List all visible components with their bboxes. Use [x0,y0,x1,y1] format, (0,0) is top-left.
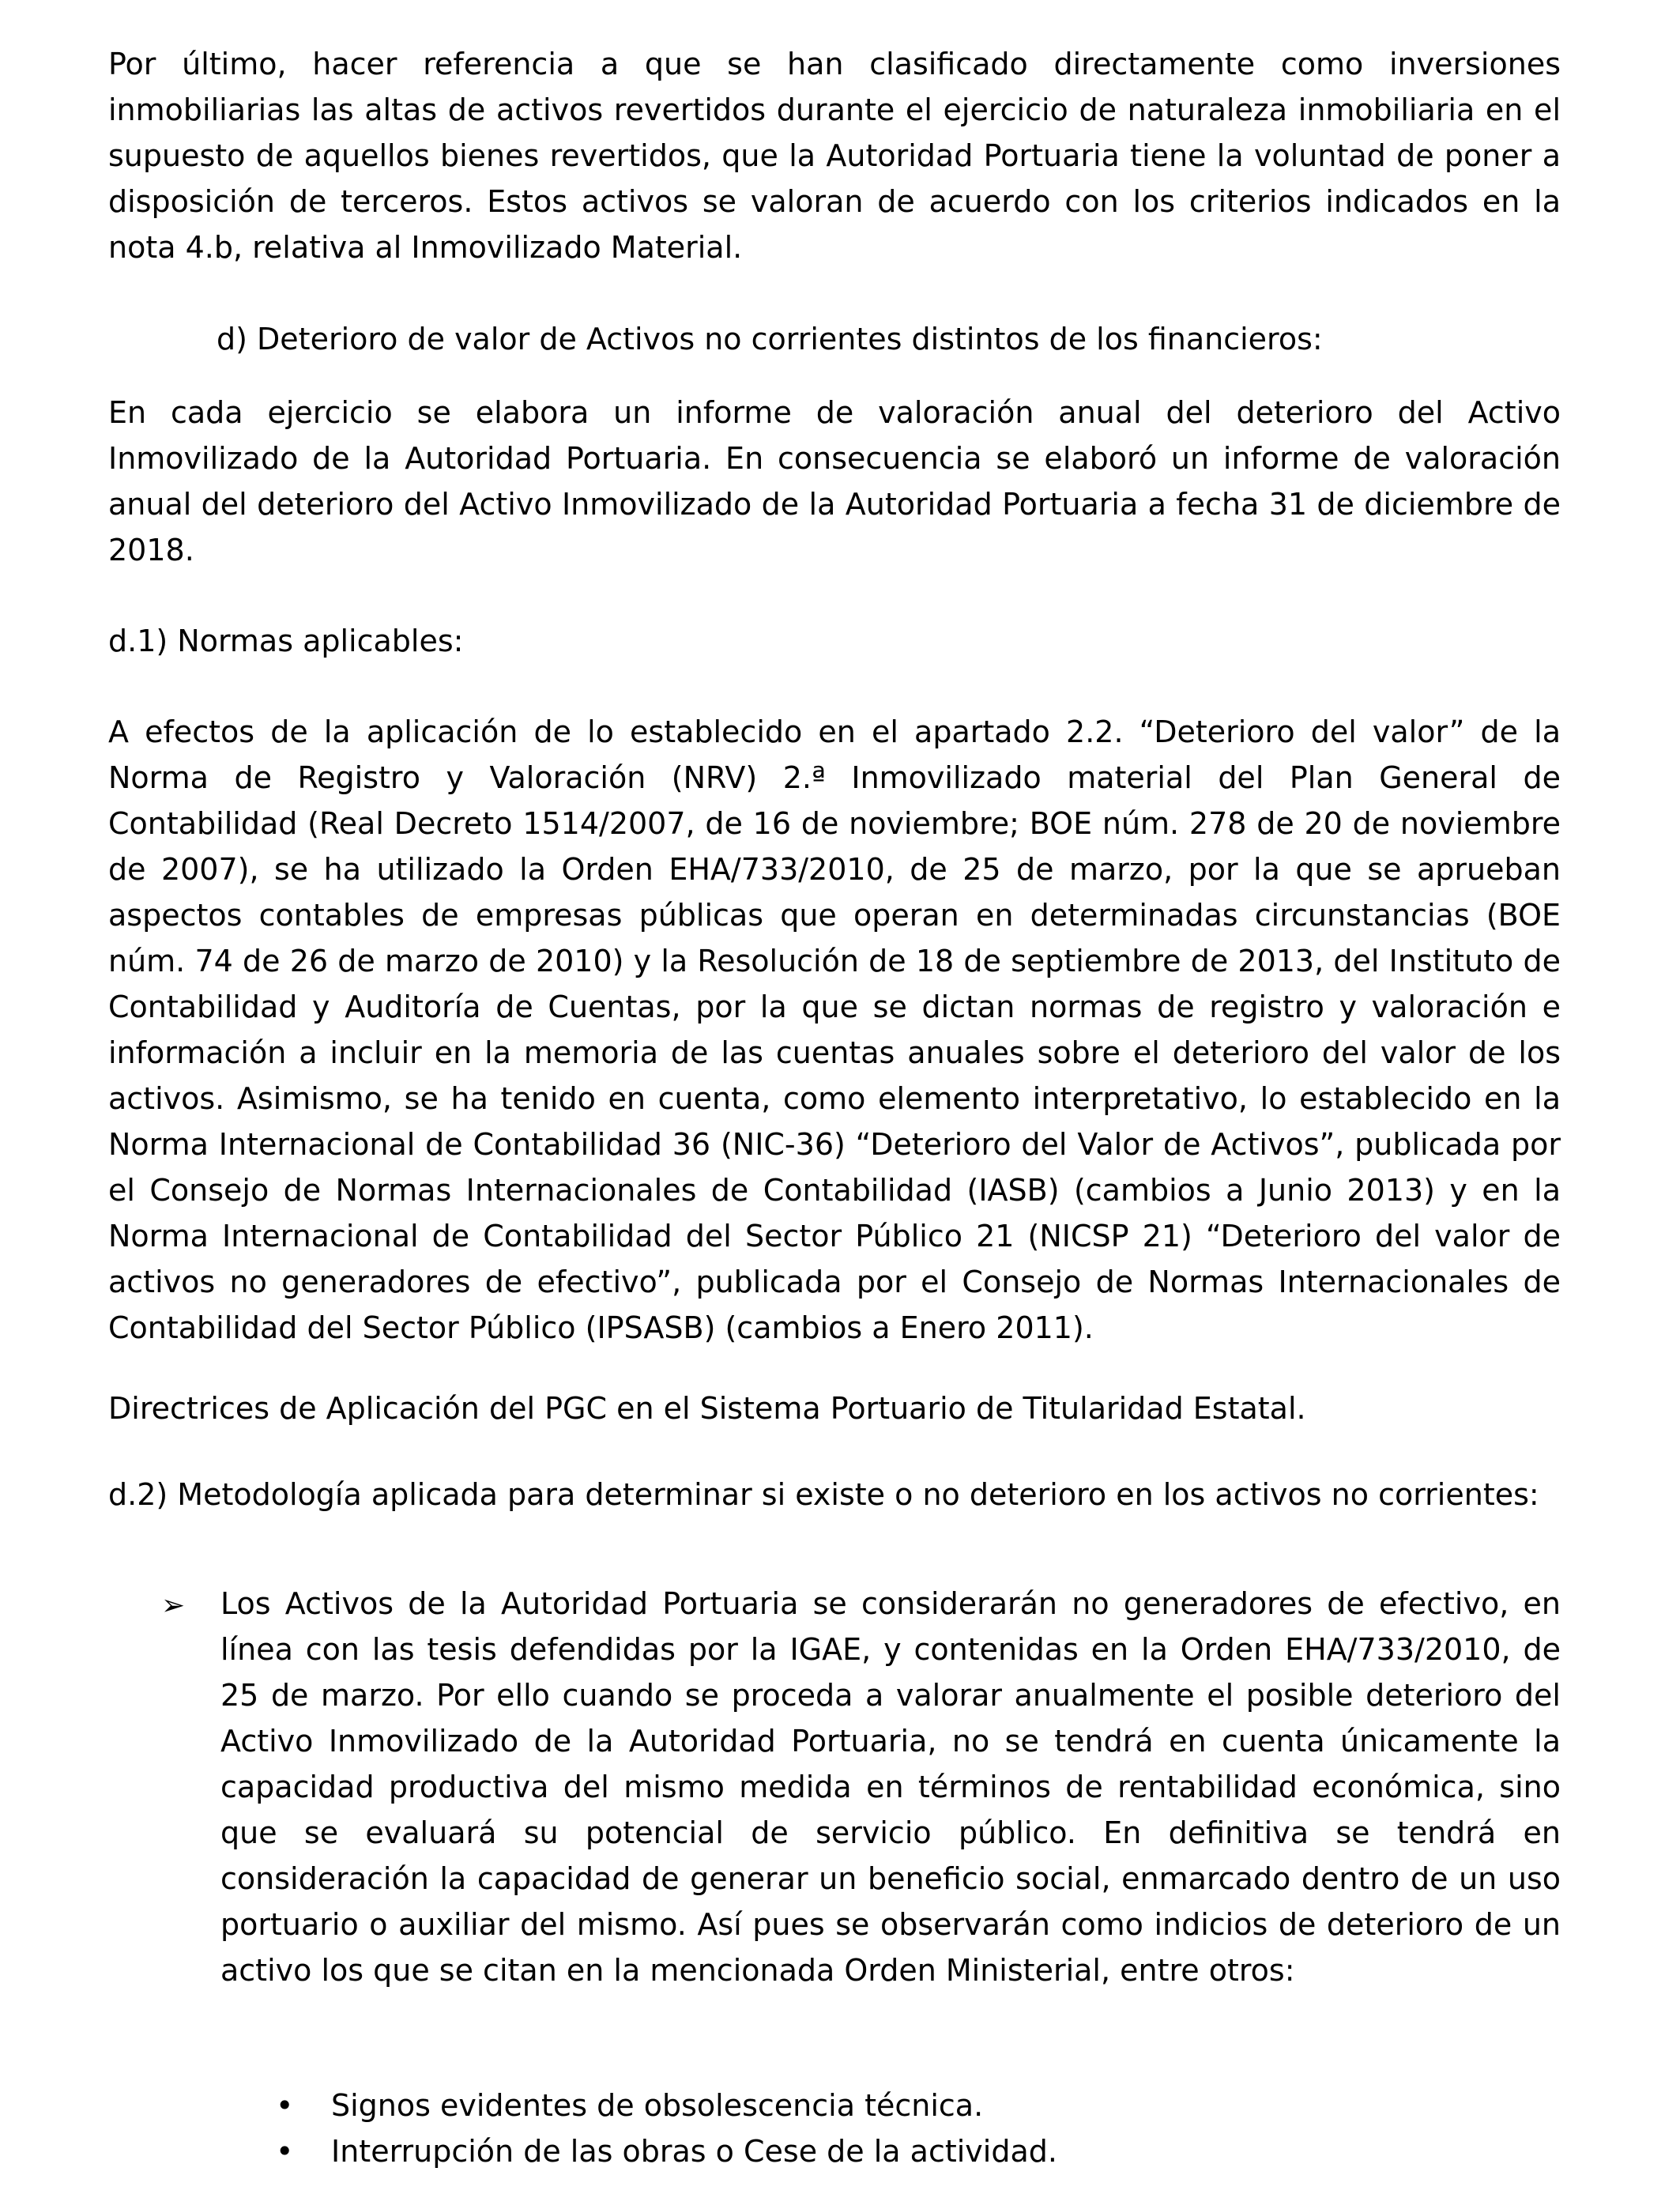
paragraph-informe-valoracion: En cada ejercicio se elabora un informe de valoración anual del deterioro del Activo Inmovilizado de la Autoridad Portuaria. En consecuencia se elaboró un informe de valoración anual del deterioro del Activo Inmovilizado de la Autoridad Portuaria a fecha 31 de diciembre de 2018. [108,395,1561,567]
bullet-dot-icon: • [276,2088,294,2123]
bullet-dot-icon: • [276,2134,294,2169]
list-item-text: Signos evidentes de obsolescencia técnica. [331,2088,984,2123]
paragraph-normas-aplicables: A efectos de la aplicación de lo establecido en el apartado 2.2. “Deterioro del valor” de la Norma de Registro y Valoración (NRV) 2.ª Inmovilizado material del Plan General de Contabilidad (Real Decreto 1514/2007, de 16 de noviembre; BOE núm. 278 de 20 de noviembre de 2007), se ha utilizado la Orden EHA/733/2010, de 25 de marzo, por la que se aprueban aspectos contables de empresas públicas que operan en determinadas circunstancias (BOE núm. 74 de 26 de marzo de 2010) y la Resolución de 18 de septiembre de 2013, del Instituto de Contabilidad y Auditoría de Cuentas, por la que se dictan normas de registro y valoración e información a incluir en la memoria de las cuentas anuales sobre el deterioro del valor de los activos. Asimismo, se ha tenido en cuenta, como elemento interpretativo, lo establecido en la Norma Internacional de Contabilidad 36 (NIC-36) “Deterioro del Valor de Activos”, publicada por el Consejo de Normas Internacionales de Contabilidad (IASB) (cambios a Junio 2013) y en la Norma Internacional de Contabilidad del Sector Público 21 (NICSP 21) “Deterioro del valor de activos no generadores de efectivo”, publicada por el Consejo de Normas Internacionales de Contabilidad del Sector Público (IPSASB) (cambios a Enero 2011). [108,714,1561,1345]
paragraph-inversiones-inmobiliarias: Por último, hacer referencia a que se han clasificado directamente como inversiones inmobiliarias las altas de activos revertidos durante el ejercicio de naturaleza inmobiliaria en el supuesto de aquellos bienes revertidos, que la Autoridad Portuaria tiene la voluntad de poner a disposición de terceros. Estos activos se valoran de acuerdo con los criterios indicados en la nota 4.b, relativa al Inmovilizado Material. [108,47,1561,265]
arrow-bullet-icon: ➢ [161,1589,186,1622]
subsection-heading-metodologia: d.2) Metodología aplicada para determinar si existe o no deterioro en los activos no corrientes: [108,1477,1539,1512]
bullet-paragraph-activos: Los Activos de la Autoridad Portuaria se considerarán no generadores de efectivo, en línea con las tesis defendidas por la IGAE, y contenidas en la Orden EHA/733/2010, de 25 de marzo. Por ello cuando se proceda a valorar anualmente el posible deterioro del Activo Inmovilizado de la Autoridad Portuaria, no se tendrá en cuenta únicamente la capacidad productiva del mismo medida en términos de rentabilidad económica, sino que se evaluará su potencial de servicio público. En definitiva se tendrá en consideración la capacidad de generar un beneficio social, enmarcado dentro de un uso portuario o auxiliar del mismo. Así pues se observarán como indicios de deterioro de un activo los que se citan en la mencionada Orden Ministerial, entre otros: [220,1586,1561,1988]
section-heading-deterioro: d) Deterioro de valor de Activos no corrientes distintos de los financieros: [217,322,1323,356]
list-item-text: Interrupción de las obras o Cese de la actividad. [331,2134,1057,2169]
paragraph-directrices: Directrices de Aplicación del PGC en el Sistema Portuario de Titularidad Estatal. [108,1391,1306,1426]
subsection-heading-normas: d.1) Normas aplicables: [108,624,464,658]
